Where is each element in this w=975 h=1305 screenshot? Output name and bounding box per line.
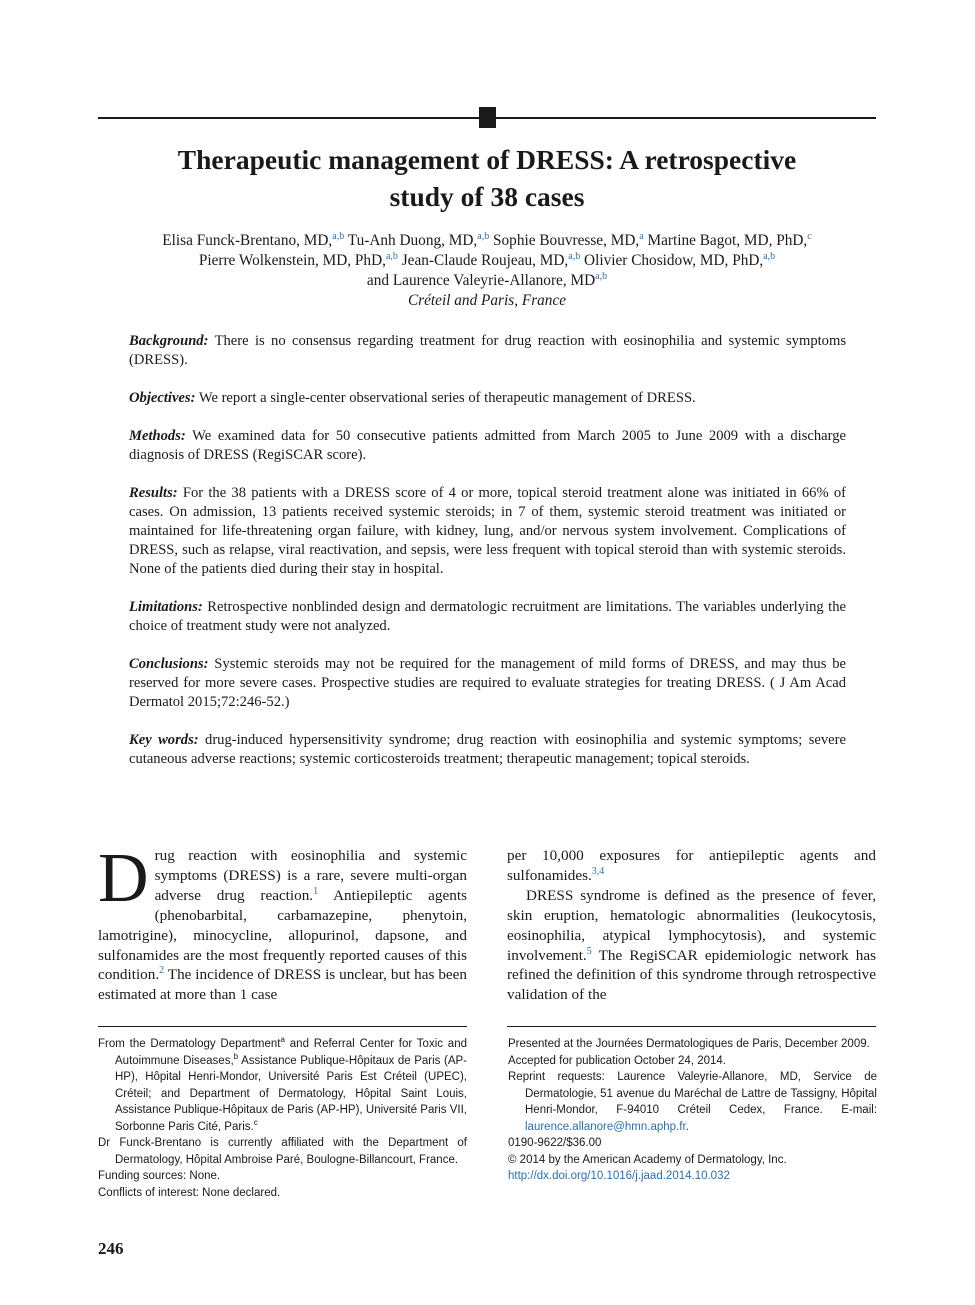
author-line-2 — [98, 251, 876, 271]
drop-cap: D — [98, 840, 149, 917]
author-name: Martine Bagot, MD, PhD, — [647, 232, 808, 249]
abstract-objectives — [129, 389, 846, 408]
footnote-text: . — [685, 1120, 689, 1133]
abstract-heading: Results: — [129, 484, 178, 501]
author-affil-sup[interactable]: a,b — [568, 251, 581, 262]
abstract-background — [129, 332, 846, 370]
author-affil-sup[interactable]: a — [639, 231, 644, 242]
author-affil-sup[interactable]: a,b — [595, 271, 608, 282]
reference-link[interactable]: 5 — [586, 945, 592, 957]
body-text: DRESS syndrome is defined as the presence of fever, skin eruption, hematologic abnormalities (leukocytosis, eosinophilia, atypical lymphocytosis), and systemic involvement. — [507, 886, 876, 964]
body-paragraph — [98, 840, 467, 1005]
article-title — [98, 141, 876, 215]
author-affil-sup[interactable]: a,b — [385, 251, 398, 262]
footnote-sup: b — [233, 1051, 239, 1061]
footnote-text: Reprint requests: Laurence Valeyrie-Allanore, MD, Service de Dermatologie, 51 avenue du Maréchal de Lattre de Tassigny, Hôpital Henri-Mondor, F-94010 Créteil Cedex, France. E-mail: — [508, 1071, 877, 1116]
author-affil-sup[interactable]: a,b — [763, 251, 776, 262]
abstract-heading: Objectives: — [129, 389, 196, 406]
author-name: Elisa Funck-Brentano, MD, — [162, 232, 333, 249]
title-line-2: study of 38 cases — [389, 181, 585, 212]
top-square-ornament — [479, 107, 496, 128]
footnote-current-affiliation: Dr Funck-Brentano is currently affiliated with the Department of Dermatology, Hôpital Ambroise Paré, Boulogne-Billancourt, France. — [98, 1137, 467, 1166]
abstract-text: Systemic steroids may not be required for the management of mild forms of DRESS, and may thus be reserved for more severe cases. Prospective studies are required to evaluate strategies for treating DRESS. ( J Am Acad Dermatol 2015;72:246-52.) — [129, 655, 846, 711]
footnote-affiliations — [98, 1036, 467, 1135]
author-affil-sup[interactable]: c — [807, 231, 812, 242]
abstract-results — [129, 484, 846, 580]
title-line-1: Therapeutic management of DRESS: A retrospective — [177, 144, 797, 175]
footnote-copyright: © 2014 by the American Academy of Dermatology, Inc. — [508, 1153, 787, 1166]
footnote-presented: Presented at the Journées Dermatologiques de Paris, December 2009. — [508, 1038, 870, 1050]
abstract-text: We report a single-center observational series of therapeutic management of DRESS. — [198, 389, 696, 406]
footnotes-right — [508, 1036, 877, 1185]
footnote-text: and Referral Center for Toxic and Autoimmune Diseases, — [115, 1038, 467, 1067]
abstract-conclusions — [129, 655, 846, 713]
abstract-text: There is no consensus regarding treatment for drug reaction with eosinophilia and systemic symptoms (DRESS). — [129, 333, 846, 369]
body-paragraph — [507, 886, 876, 1005]
author-location: Créteil and Paris, France — [407, 292, 567, 309]
author-name: Tu-Anh Duong, MD, — [347, 232, 478, 249]
abstract-methods — [129, 427, 846, 465]
abstract-heading: Conclusions: — [129, 655, 209, 672]
footnote-issn: 0190-9622/$36.00 — [508, 1137, 602, 1149]
author-line-3 — [98, 271, 876, 291]
reference-link[interactable]: 3,4 — [591, 865, 605, 877]
footnote-text: Assistance Publique-Hôpitaux de Paris (AP-HP), Hôpital Henri-Mondor, Université Paris Est Créteil (UPEC), Créteil; and Department of Dermatology, Hôpital Saint Louis, Assistance Publique-Hôpitaux de Paris (AP-HP), Université Paris VII, Sorbonne Paris Cité, Paris. — [115, 1054, 468, 1133]
reference-link[interactable]: 2 — [159, 965, 165, 977]
body-text: The RegiSCAR epidemiologic network has refined the definition of this syndrome through retrospective validation of the — [507, 946, 876, 1004]
abstract-text: For the 38 patients with a DRESS score of 4 or more, topical steroid treatment alone was initiated in 66% of cases. On admission, 13 patients received systemic steroids; in 7 of them, systemic steroid treatment was initiated or maintained for life-threatening organ failure, with kidney, lung, and/or nervous system involvement. Complications of DRESS, such as relapse, viral reactivation, and sepsis, were less frequent with topical steroid than with systemic steroids. None of the patients died during their stay in hospital. — [129, 484, 846, 578]
footnote-sup: a — [280, 1035, 285, 1044]
author-affil-sup[interactable]: a,b — [477, 231, 490, 242]
body-text: per 10,000 exposures for antiepileptic agents and sulfonamides. — [507, 847, 876, 884]
footnote-text: From the Dermatology Department — [98, 1038, 281, 1050]
abstract-heading: Limitations: — [129, 599, 203, 616]
abstract-keywords — [129, 731, 846, 769]
footnote-sup: c — [253, 1117, 258, 1127]
footnote-reprint — [508, 1069, 877, 1135]
abstract-heading: Background: — [129, 333, 209, 349]
footnote-divider-left — [98, 1026, 467, 1027]
body-column-left — [98, 840, 467, 1005]
reference-link[interactable]: 1 — [313, 885, 319, 897]
footnote-divider-right — [507, 1026, 876, 1027]
page-number: 246 — [98, 1239, 124, 1258]
abstract — [129, 332, 846, 788]
author-line-1 — [98, 231, 876, 251]
abstract-limitations — [129, 598, 846, 636]
author-affil-sup[interactable]: a,b — [332, 231, 345, 242]
author-name: Pierre Wolkenstein, MD, PhD, — [198, 252, 386, 269]
doi-link[interactable]: http://dx.doi.org/10.1016/j.jaad.2014.10.032 — [508, 1170, 730, 1182]
body-paragraph-continued — [507, 846, 876, 886]
abstract-heading: Key words: — [129, 732, 199, 749]
author-name: Sophie Bouvresse, MD, — [493, 232, 640, 249]
abstract-text: drug-induced hypersensitivity syndrome; drug reaction with eosinophilia and systemic symptoms; severe cutaneous adverse reactions; systemic corticosteroids treatment; therapeutic management; topical steroids. — [129, 732, 846, 768]
footnotes-left — [98, 1036, 467, 1201]
author-name: and Laurence Valeyrie-Allanore, MD — [366, 272, 596, 289]
body-text: The incidence of DRESS is unclear, but has been estimated at more than 1 case — [98, 966, 467, 1004]
email-link[interactable]: laurence.allanore@hmn.aphp.fr — [525, 1120, 686, 1133]
footnote-accepted: Accepted for publication October 24, 2014. — [508, 1054, 727, 1067]
footnote-funding: Funding sources: None. — [98, 1170, 221, 1182]
body-text: rug reaction with eosinophilia and systemic symptoms (DRESS) is a rare, severe multi-organ adverse drug reaction. — [154, 847, 467, 904]
body-text: Antiepileptic agents (phenobarbital, carbamazepine, phenytoin, lamotrigine), minocycline, allopurinol, dapsone, and sulfonamides are the most frequently reported causes of this condition. — [98, 886, 467, 984]
author-list — [98, 231, 876, 311]
body-column-right — [507, 846, 876, 1005]
author-name: Jean-Claude Roujeau, MD, — [401, 252, 569, 269]
author-name: Olivier Chosidow, MD, PhD, — [584, 252, 764, 269]
abstract-text: We examined data for 50 consecutive patients admitted from March 2005 to June 2009 with a discharge diagnosis of DRESS (RegiSCAR score). — [129, 427, 847, 463]
abstract-heading: Methods: — [129, 427, 186, 444]
abstract-text: Retrospective nonblinded design and dermatologic recruitment are limitations. The variables underlying the choice of treatment study were not analyzed. — [129, 599, 846, 635]
footnote-conflicts: Conflicts of interest: None declared. — [98, 1186, 281, 1199]
